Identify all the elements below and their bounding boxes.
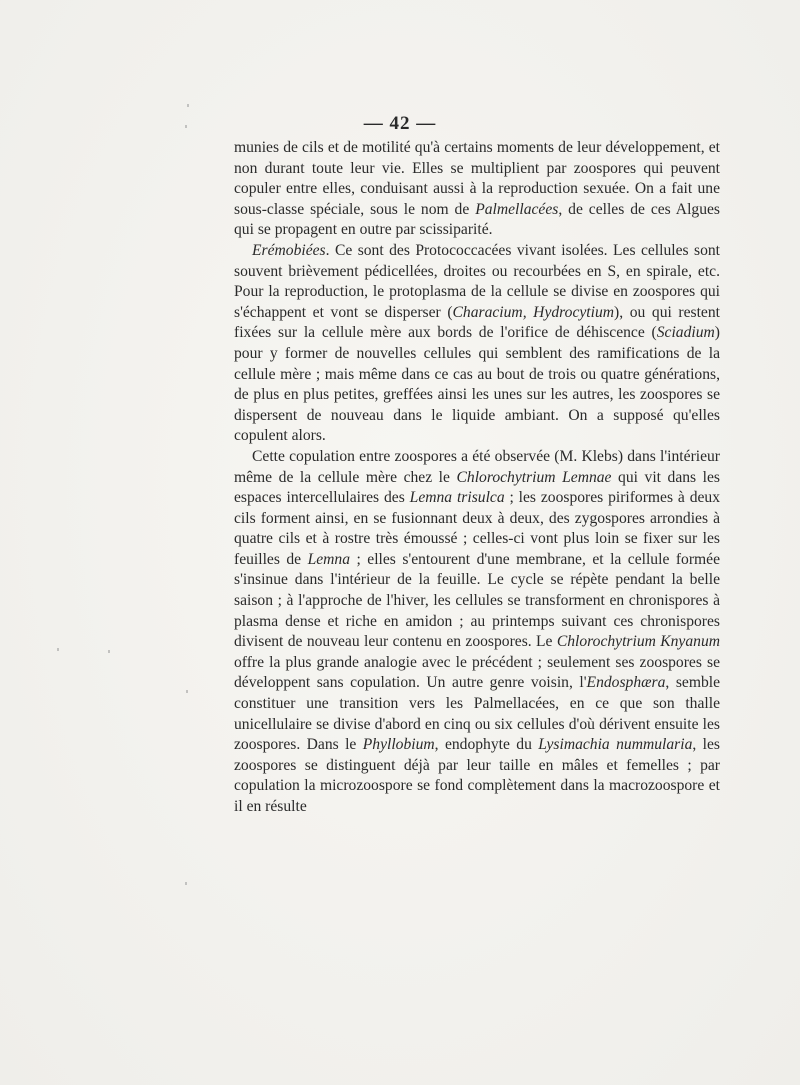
- paragraph: [234, 447, 720, 818]
- italic-term: Chlorochytrium Lemnae: [456, 468, 612, 486]
- text-run: munies de cils et de motilité qu'à certains moments de leur développement, et non durant toute leur vie. Elles se multiplient par zoospores qui peuvent copuler entre elles, conduisant aussi à la reproduction sexuée. On a fait une sous-classe spéciale, sous le nom de: [234, 139, 720, 218]
- paper-speck: [185, 125, 187, 128]
- text-run: . Ce sont des Protococcacées vivant isolées. Les cellules sont souvent brièvement pédicellées, droites ou recourbées en S, en spirale, etc. Pour la reproduction, le protoplasma de la cellule se divise en zoospores qui s'échappent et vont se disperser (: [234, 241, 720, 321]
- text-run: , les zoospores se distinguent déjà par leur taille en mâles et femelles ; par copulation la microzoospore se fond complètement dans la macrozoospore et il en résulte: [234, 736, 720, 815]
- italic-term: Characium, Hydrocytium: [452, 303, 615, 321]
- italic-term: Lysimachia nummularia: [538, 736, 693, 754]
- text-run: , de celles de ces Algues qui se propagent en outre par scissiparité.: [234, 200, 720, 239]
- italic-term: Lemna: [307, 550, 351, 568]
- page-number: — 42 —: [363, 113, 437, 134]
- text-run: ; elles s'entourent d'une membrane, et la cellule formée s'insinue dans l'intérieur de la feuille. Le cycle se répète pendant la belle saison ; à l'approche de l'hiver, les cellules se transforment en chronispores à plasma dense et riche en amidon ; au printemps suivant ces chronispores divisent de nouveau leur contenu en zoospores. Le: [234, 550, 720, 651]
- text-run: Cette copulation entre zoospores a été observée (M. Klebs) dans l'intérieur même de la cellule mère chez le: [234, 447, 720, 486]
- italic-term: Lemna trisulca: [409, 489, 505, 507]
- italic-term: Sciadium: [656, 324, 715, 342]
- italic-term: Palmellacées: [475, 200, 559, 218]
- text-run: qui vit dans les espaces intercellulaires des: [234, 468, 720, 507]
- paper-speck: [185, 882, 187, 885]
- body-text: [234, 138, 720, 818]
- text-run: , semble constituer une transition vers les Palmellacées, en ce que son thalle unicellulaire se divise d'abord en cinq ou six cellules d'où dérivent ensuite les zoospores. Dans le: [234, 674, 721, 754]
- text-run: offre la plus grande analogie avec le précédent ; seulement ses zoospores se développent sans copulation. Un autre genre voisin, l': [234, 653, 720, 692]
- text-run: ), ou qui restent fixées sur la cellule mère aux bords de l'orifice de déhiscence (: [234, 303, 720, 342]
- paragraph: [234, 138, 720, 241]
- text-run: ; les zoospores piriformes à deux cils forment ainsi, en se fusionnant deux à deux, des zygospores arrondies à quatre cils et à rostre très émoussé ; celles-ci vont plus loin se fixer sur les feuilles de: [234, 489, 721, 568]
- paper-speck: [108, 650, 110, 653]
- paper-speck: [186, 690, 188, 693]
- italic-term: Phyllobium: [362, 736, 435, 754]
- italic-term: Endosphæra: [586, 674, 666, 692]
- italic-term: Erémobiées: [252, 241, 326, 259]
- paragraph: [234, 241, 720, 447]
- text-run: ) pour y former de nouvelles cellules qui semblent des ramifications de la cellule mère ; mais même dans ce cas au bout de trois ou quatre générations, de plus en plus petites, greffées ainsi les unes sur les autres, les zoospores se dispersent de nouveau dans le liquide ambiant. On a supposé qu'elles copulent alors.: [234, 324, 720, 445]
- paper-speck: [187, 104, 189, 107]
- text-run: , endophyte du: [434, 736, 539, 754]
- paper-speck: [57, 648, 59, 651]
- italic-term: Chlorochytrium Knyanum: [556, 633, 721, 651]
